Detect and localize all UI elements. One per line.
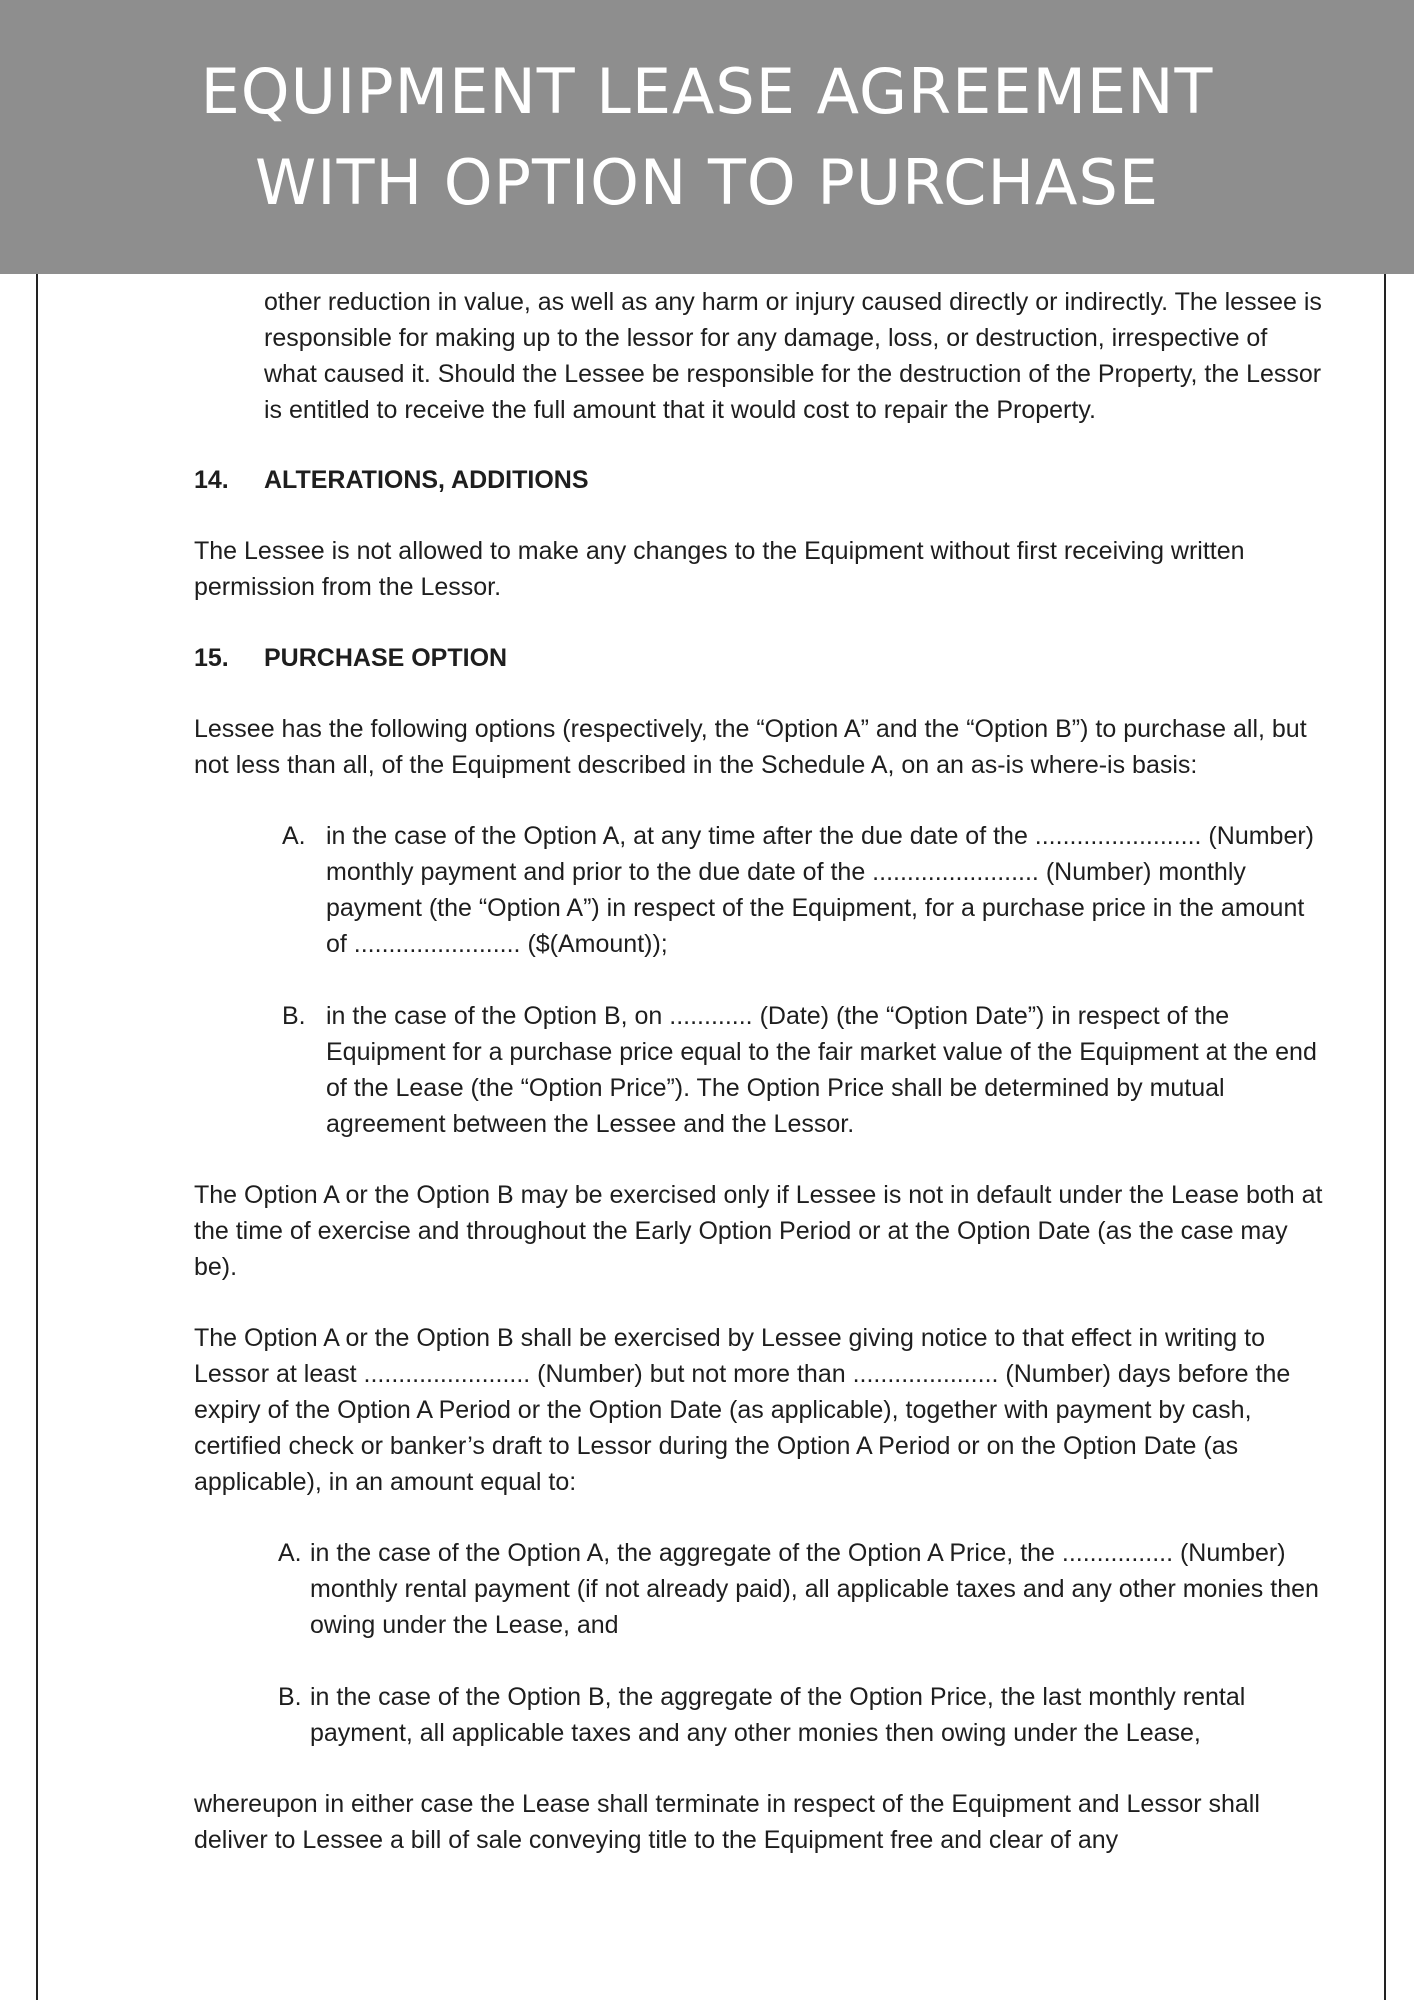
payment-b-letter: B.	[278, 1683, 302, 1711]
option-b-text: in the case of the Option B, on ............ (Date) (the “Option Date”) in respect of the Equipment for a purchase price equal to the fair market value of the Equipment at the end of the Lease (the “Option Price”). The Option Price shall be determined by mutual agreement between the Lessee and the Lessor.	[326, 1002, 1317, 1138]
section-15-title: PURCHASE OPTION	[264, 644, 508, 672]
section-14-number: 14.	[194, 466, 229, 494]
list-item	[282, 998, 1324, 1142]
section-14-heading	[194, 462, 1324, 498]
section-14-title: ALTERATIONS, ADDITIONS	[264, 466, 589, 494]
list-item	[278, 1535, 1324, 1643]
document-page	[36, 0, 1386, 2000]
banner-title-line-1: EQUIPMENT LEASE AGREEMENT	[200, 55, 1214, 128]
payment-list	[278, 1535, 1324, 1751]
payment-b-text: in the case of the Option B, the aggregate of the Option Price, the last monthly rental payment, all applicable taxes and any other monies then owing under the Lease,	[310, 1683, 1246, 1747]
section-14-body: The Lessee is not allowed to make any changes to the Equipment without first receiving written permission from the Lessor.	[194, 537, 1245, 601]
option-a-letter: A.	[282, 822, 306, 850]
exercise-notice-paragraph: The Option A or the Option B shall be exercised by Lessee giving notice to that effect in writing to Lessor at least ........................ (Number) but not more than ..................... (Number) days before the expiry of the Option A Period or the Option Date (as applicable), together with payment by cash, certified check or banker’s draft to Lessor during the Option A Period or on the Option Date (as applicable), in an amount equal to:	[194, 1324, 1291, 1496]
option-a-text: in the case of the Option A, at any time after the due date of the ........................ (Number) monthly payment and prior to the due date of the ........................ (Number) monthly payment (the “Option A”) in respect of the Equipment, for a purchase price in the amount of ........................ ($(Amount));	[326, 822, 1315, 958]
list-item	[278, 1679, 1324, 1751]
title-banner	[0, 0, 1414, 274]
section-15-heading	[194, 640, 1324, 676]
payment-a-letter: A.	[278, 1539, 302, 1567]
section-15-intro: Lessee has the following options (respectively, the “Option A” and the “Option B”) to purchase all, but not less than all, of the Equipment described in the Schedule A, on an as-is where-is basis:	[194, 715, 1307, 779]
option-b-letter: B.	[282, 1002, 306, 1030]
closing-paragraph: whereupon in either case the Lease shall terminate in respect of the Equipment and Lessor shall deliver to Lessee a bill of sale conveying title to the Equipment free and clear of any	[194, 1790, 1260, 1854]
exercise-condition-paragraph: The Option A or the Option B may be exercised only if Lessee is not in default under the Lease both at the time of exercise and throughout the Early Option Period or at the Option Date (as the case may be).	[194, 1181, 1323, 1281]
section-15-number: 15.	[194, 644, 229, 672]
list-item	[282, 818, 1324, 962]
document-content	[194, 284, 1324, 1893]
purchase-options-list	[282, 818, 1324, 1142]
payment-a-text: in the case of the Option A, the aggregate of the Option A Price, the ................ (Number) monthly rental payment (if not already paid), all applicable taxes and any other monies then owing under the Lease, and	[310, 1539, 1319, 1639]
banner-title-line-2: WITH OPTION TO PURCHASE	[254, 146, 1160, 219]
continuation-paragraph: other reduction in value, as well as any harm or injury caused directly or indirectly. The lessee is responsible for making up to the lessor for any damage, loss, or destruction, irrespective of what caused it. Should the Lessee be responsible for the destruction of the Property, the Lessor is entitled to receive the full amount that it would cost to repair the Property.	[264, 288, 1322, 424]
